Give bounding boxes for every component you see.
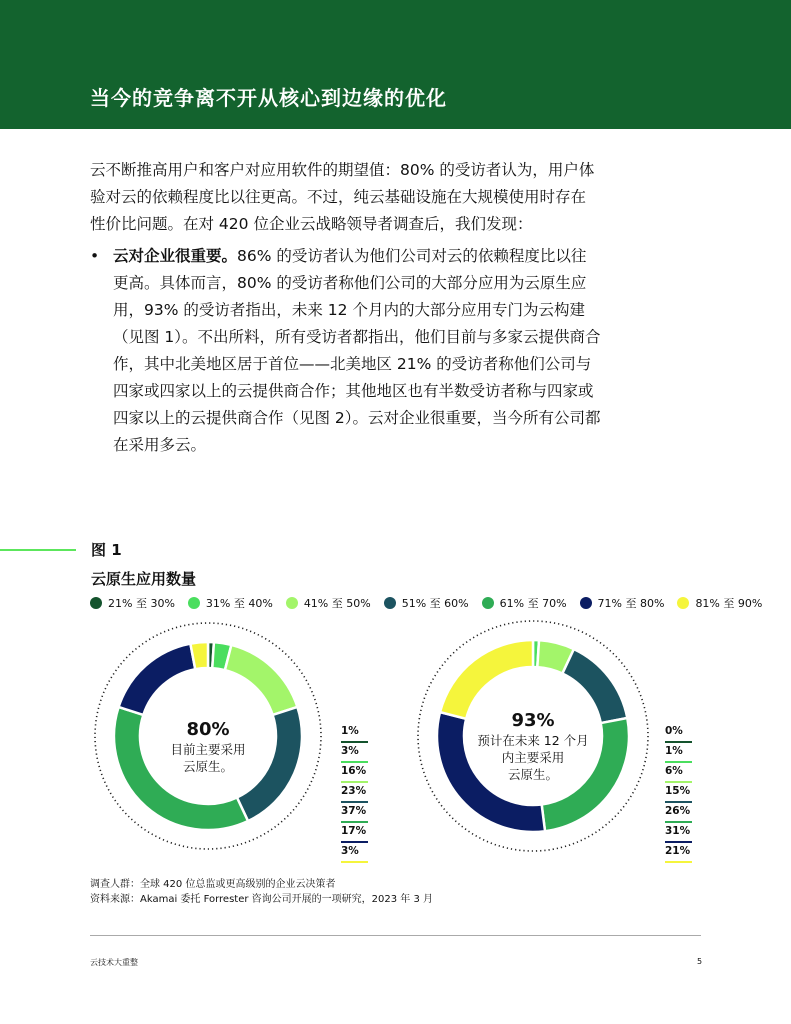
intro-line: 性价比问题。在对 420 位企业云战略领导者调查后，我们发现： — [90, 215, 533, 233]
percent-list-future — [665, 724, 693, 864]
donut-center-value: 80% — [186, 719, 230, 740]
legend-item — [286, 595, 371, 611]
donut-center-value: 93% — [511, 710, 555, 731]
chart-legend — [90, 596, 762, 610]
bullet-line: 用，93% 的受访者指出，未来 12 个月内的大部分应用专门为云构建 — [113, 301, 585, 319]
legend-item — [188, 595, 273, 611]
intro-line: 云不断推高用户和客户对应用软件的期望值：80% 的受访者认为，用户体 — [90, 161, 595, 179]
footnotes — [90, 877, 433, 907]
footnote-population: 调查人群：全球 420 位总监或更高级别的企业云决策者 — [90, 879, 336, 890]
percent-item — [341, 784, 369, 804]
legend-label: 81% 至 90% — [695, 597, 763, 610]
legend-item — [384, 595, 469, 611]
legend-swatch — [90, 597, 102, 609]
percent-underline — [341, 741, 368, 743]
header-banner — [0, 0, 791, 129]
page-title: 当今的竞争离不开从核心到边缘的优化 — [90, 86, 447, 110]
percent-item — [341, 764, 369, 784]
legend-swatch — [188, 597, 200, 609]
legend-swatch — [482, 597, 494, 609]
bullet-line: 四家以上的云提供商合作（见图 2）。云对企业很重要，当今所有公司都 — [113, 409, 601, 427]
donut-slice — [225, 645, 297, 715]
percent-item — [665, 844, 693, 864]
bullet-line: 四家或四家以上的云提供商合作；其他地区也有半数受访者称与四家或 — [113, 382, 594, 400]
percent-label: 31% — [665, 825, 691, 837]
figure-title: 云原生应用数量 — [91, 570, 197, 588]
figure-label: 图 1 — [91, 541, 122, 559]
percent-label: 17% — [341, 825, 367, 837]
percent-item — [341, 804, 369, 824]
legend-item — [90, 595, 175, 611]
percent-label: 1% — [341, 725, 359, 737]
percent-underline — [341, 761, 368, 763]
legend-label: 61% 至 70% — [499, 597, 567, 610]
percent-label: 16% — [341, 765, 367, 777]
intro-paragraph — [90, 157, 620, 238]
figure-accent-line — [0, 549, 76, 551]
percent-underline — [341, 821, 368, 823]
donut-center-line: 云原生。 — [507, 767, 558, 782]
percent-underline — [341, 841, 368, 843]
percent-item — [665, 784, 693, 804]
percent-label: 3% — [341, 845, 359, 857]
percent-label: 15% — [665, 785, 691, 797]
percent-list-current — [341, 724, 369, 864]
bullet-line: 更高。具体而言，80% 的受访者称他们公司的大部分应用为云原生应 — [113, 274, 587, 292]
donut-center-line: 云原生。 — [182, 759, 233, 774]
percent-underline — [341, 781, 368, 783]
bullet-line: 86% 的受访者认为他们公司对云的依赖程度比以往 — [237, 247, 587, 265]
percent-underline — [665, 801, 692, 803]
legend-swatch — [677, 597, 689, 609]
legend-label: 41% 至 50% — [303, 597, 371, 610]
donut-center-current — [148, 719, 268, 775]
percent-item — [665, 804, 693, 824]
legend-label: 71% 至 80% — [597, 597, 665, 610]
percent-item — [341, 824, 369, 844]
footer-divider — [90, 935, 701, 936]
bullet-line: （见图 1）。不出所料，所有受访者都指出，他们目前与多家云提供商合 — [113, 328, 601, 346]
bullet-item — [90, 243, 620, 459]
intro-line: 验对云的依赖程度比以往更高。不过，纯云基础设施在大规模使用时存在 — [90, 188, 587, 206]
percent-underline — [665, 861, 692, 863]
legend-item — [580, 595, 665, 611]
percent-label: 3% — [341, 745, 359, 757]
percent-underline — [341, 801, 368, 803]
page-number: 5 — [697, 957, 703, 966]
legend-swatch — [580, 597, 592, 609]
percent-underline — [665, 741, 692, 743]
bullet-lead: 云对企业很重要。 — [113, 247, 238, 265]
footnote-source: 资料来源：Akamai 委托 Forrester 咨询公司开展的一项研究，2023 年 3 月 — [90, 894, 434, 905]
legend-label: 21% 至 30% — [108, 597, 175, 610]
donut-center-line: 目前主要采用 — [170, 742, 246, 757]
percent-label: 1% — [665, 745, 683, 757]
legend-label: 51% 至 60% — [401, 597, 469, 610]
percent-underline — [341, 861, 368, 863]
bullet-line: 作，其中北美地区居于首位——北美地区 21% 的受访者称他们公司与 — [113, 355, 592, 373]
percent-label: 23% — [341, 785, 367, 797]
percent-underline — [665, 761, 692, 763]
donut-center-line: 内主要采用 — [501, 750, 565, 765]
percent-item — [665, 824, 693, 844]
legend-item — [677, 595, 762, 611]
bullet-text — [113, 243, 620, 459]
percent-item — [665, 724, 693, 744]
percent-label: 21% — [665, 845, 691, 857]
percent-item — [665, 744, 693, 764]
percent-underline — [665, 821, 692, 823]
percent-item — [341, 724, 369, 744]
bullet-marker: • — [90, 247, 100, 265]
percent-label: 6% — [665, 765, 683, 777]
percent-label: 37% — [341, 805, 367, 817]
percent-underline — [665, 781, 692, 783]
percent-item — [665, 764, 693, 784]
donut-center-line: 预计在未来 12 个月 — [477, 733, 589, 748]
percent-item — [341, 744, 369, 764]
donut-center-future — [473, 710, 593, 783]
percent-underline — [665, 841, 692, 843]
legend-swatch — [384, 597, 396, 609]
legend-item — [482, 595, 567, 611]
legend-label: 31% 至 40% — [205, 597, 273, 610]
footer-title: 云技术大重整 — [90, 958, 138, 967]
bullet-line: 在采用多云。 — [113, 436, 207, 454]
legend-swatch — [286, 597, 298, 609]
percent-item — [341, 844, 369, 864]
percent-label: 26% — [665, 805, 691, 817]
percent-label: 0% — [665, 725, 683, 737]
